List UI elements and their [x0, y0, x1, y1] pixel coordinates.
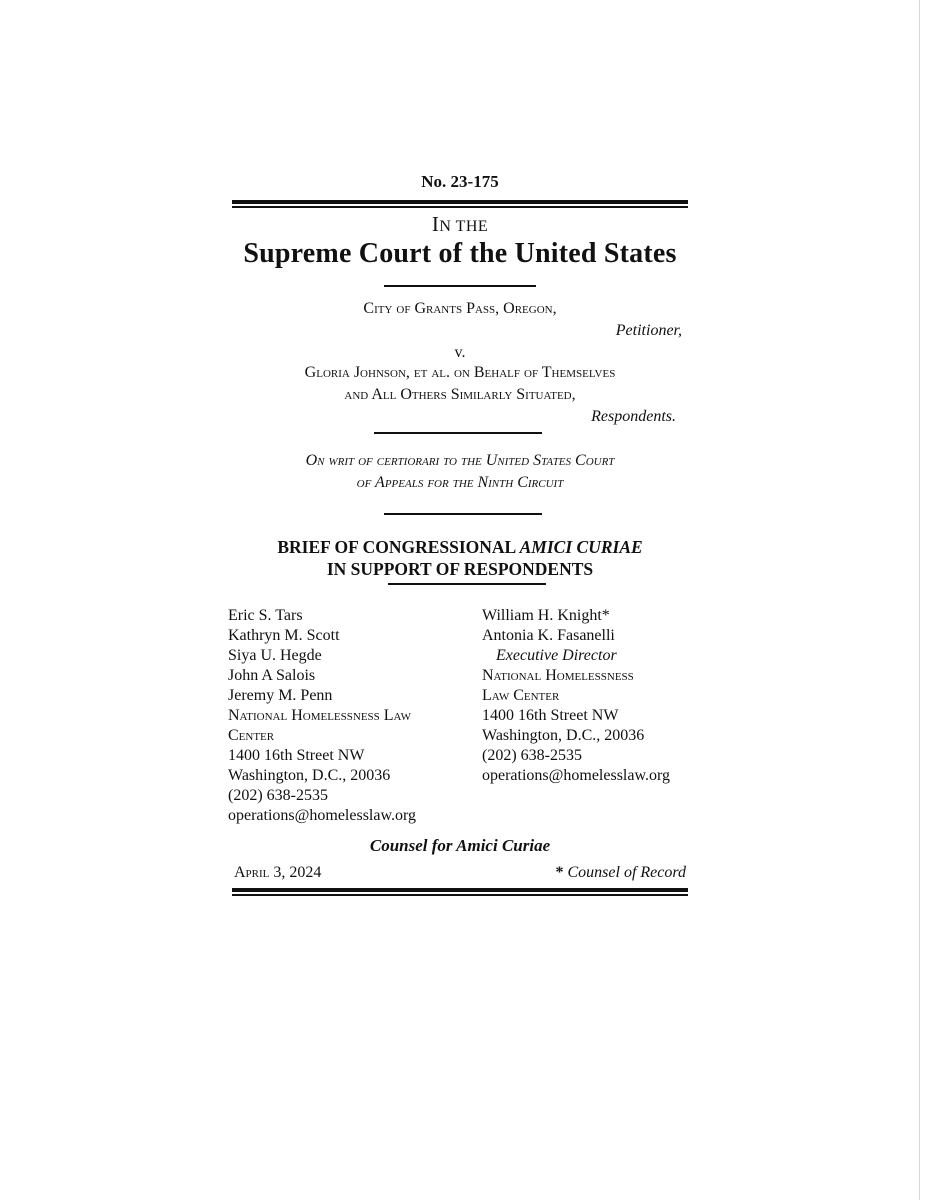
writ-line-1: On writ of certiorari to the United States Court [305, 452, 615, 469]
counsel-title: Executive Director [496, 647, 617, 664]
writ-line-2: of Appeals for the Ninth Circuit [356, 474, 564, 491]
counsel-city: Washington, D.C., 20036 [228, 767, 391, 784]
counsel-name: William H. Knight* [482, 607, 610, 624]
in-the-rest: N THE [439, 218, 489, 235]
counsel-name: Jeremy M. Penn [228, 687, 333, 704]
counsel-email: operations@homelesslaw.org [228, 807, 417, 824]
counsel-name: Kathryn M. Scott [228, 627, 340, 644]
respondents-line-1: Gloria Johnson, et al. on Behalf of Themselves [304, 364, 616, 381]
counsel-address: 1400 16th Street NW [482, 707, 619, 724]
divider-rule [384, 285, 536, 287]
in-the-initial: I [431, 212, 440, 236]
respondents-line-2: and All Others Similarly Situated, [344, 386, 576, 403]
counsel-left-column [228, 606, 416, 826]
counsel-phone: (202) 638-2535 [482, 747, 582, 764]
brief-title-line-1 [232, 536, 688, 558]
bottom-double-rule [232, 888, 688, 896]
asterisk: * [555, 864, 564, 881]
filing-date: April 3, 2024 [234, 864, 322, 881]
divider-rule [374, 432, 542, 434]
in-the-heading [232, 212, 688, 237]
counsel-phone: (202) 638-2535 [228, 787, 328, 804]
respondents-role: Respondents. [591, 408, 676, 425]
counsel-name: Antonia K. Fasanelli [482, 627, 615, 644]
court-name: Supreme Court of the United States [243, 238, 677, 269]
counsel-name: Eric S. Tars [228, 607, 303, 624]
counsel-name: John A Salois [228, 667, 316, 684]
brief-title-prefix: BRIEF OF CONGRESSIONAL [277, 537, 520, 557]
brief-title [232, 536, 688, 580]
counsel-name: Siya U. Hegde [228, 647, 322, 664]
counsel-org: Law Center [482, 687, 560, 704]
petitioner-name: City of Grants Pass, Oregon, [363, 300, 557, 317]
counsel-org: Center [228, 727, 275, 744]
top-double-rule [232, 200, 688, 208]
brief-title-line-2: IN SUPPORT OF RESPONDENTS [326, 559, 594, 579]
divider-rule [384, 513, 542, 515]
petitioner-role: Petitioner, [615, 322, 682, 339]
counsel-of-record-text: Counsel of Record [567, 864, 686, 881]
brief-title-italic: AMICI CURIAE [519, 537, 643, 557]
counsel-org: National Homelessness Law [228, 707, 412, 724]
counsel-right-column [482, 606, 670, 786]
counsel-email: operations@homelesslaw.org [482, 767, 671, 784]
counsel-city: Washington, D.C., 20036 [482, 727, 645, 744]
counsel-of-record-note [556, 864, 687, 882]
docket-number: No. 23-175 [421, 172, 499, 191]
versus: v. [454, 344, 466, 361]
divider-rule [388, 583, 546, 585]
counsel-org: National Homelessness [482, 667, 634, 684]
page-edge [919, 0, 920, 1200]
counsel-address: 1400 16th Street NW [228, 747, 365, 764]
counsel-label: Counsel for Amici Curiae [369, 836, 551, 855]
